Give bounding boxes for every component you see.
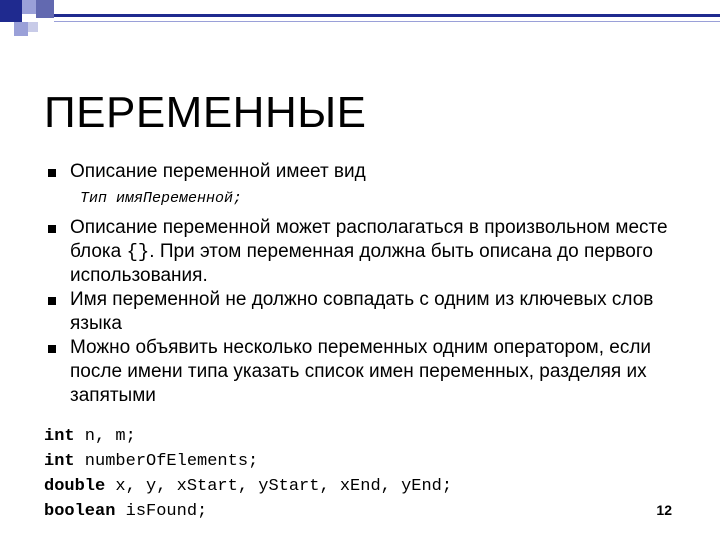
bullet-text: Имя переменной не должно совпадать с одним из ключевых слов языка: [70, 289, 654, 334]
bullet-square-icon: [48, 345, 56, 353]
bullet-text: . При этом переменная должна быть описана до первого использования.: [70, 241, 653, 286]
bullet-text: Описание переменной имеет вид: [70, 161, 366, 182]
deco-square-light: [22, 0, 36, 14]
code-keyword: boolean: [44, 502, 116, 521]
code-block: [44, 424, 452, 524]
code-text: n, m;: [74, 427, 136, 446]
bullet-item: [44, 288, 684, 336]
page-number: 12: [656, 502, 672, 518]
bullet-square-icon: [48, 169, 56, 177]
inline-code: {}: [126, 241, 150, 263]
bullet-item: [44, 336, 684, 408]
bullet-square-icon: [48, 297, 56, 305]
bullet-text: Описание переменной может располагаться в произвольном месте блока: [70, 217, 668, 262]
code-text: x, y, xStart, yStart, xEnd, yEnd;: [105, 477, 453, 496]
bullet-text: Можно объявить несколько переменных одним оператором, если после имени типа указать список имен переменных, разделяя их запятыми: [70, 337, 652, 406]
code-keyword: int: [44, 427, 75, 446]
code-text: isFound;: [115, 502, 208, 521]
bullet-list: [44, 160, 684, 408]
deco-square-light: [14, 22, 28, 36]
bullet-square-icon: [48, 225, 56, 233]
bullet-item: [44, 160, 684, 184]
code-text: numberOfElements;: [74, 452, 259, 471]
header-rule: [54, 14, 720, 17]
code-line: [44, 424, 452, 449]
code-keyword: double: [44, 477, 106, 496]
code-line: [44, 474, 452, 499]
deco-square-dark: [0, 0, 22, 22]
deco-square-dark: [36, 0, 54, 18]
syntax-example: Тип имяПеременной;: [80, 190, 243, 207]
deco-square-white: [28, 22, 38, 32]
code-line: [44, 499, 452, 524]
code-keyword: int: [44, 452, 75, 471]
code-line: [44, 449, 452, 474]
header-rule-thin: [54, 21, 720, 22]
slide-title: ПЕРЕМЕННЫЕ: [44, 88, 367, 137]
bullet-item: [44, 216, 684, 288]
